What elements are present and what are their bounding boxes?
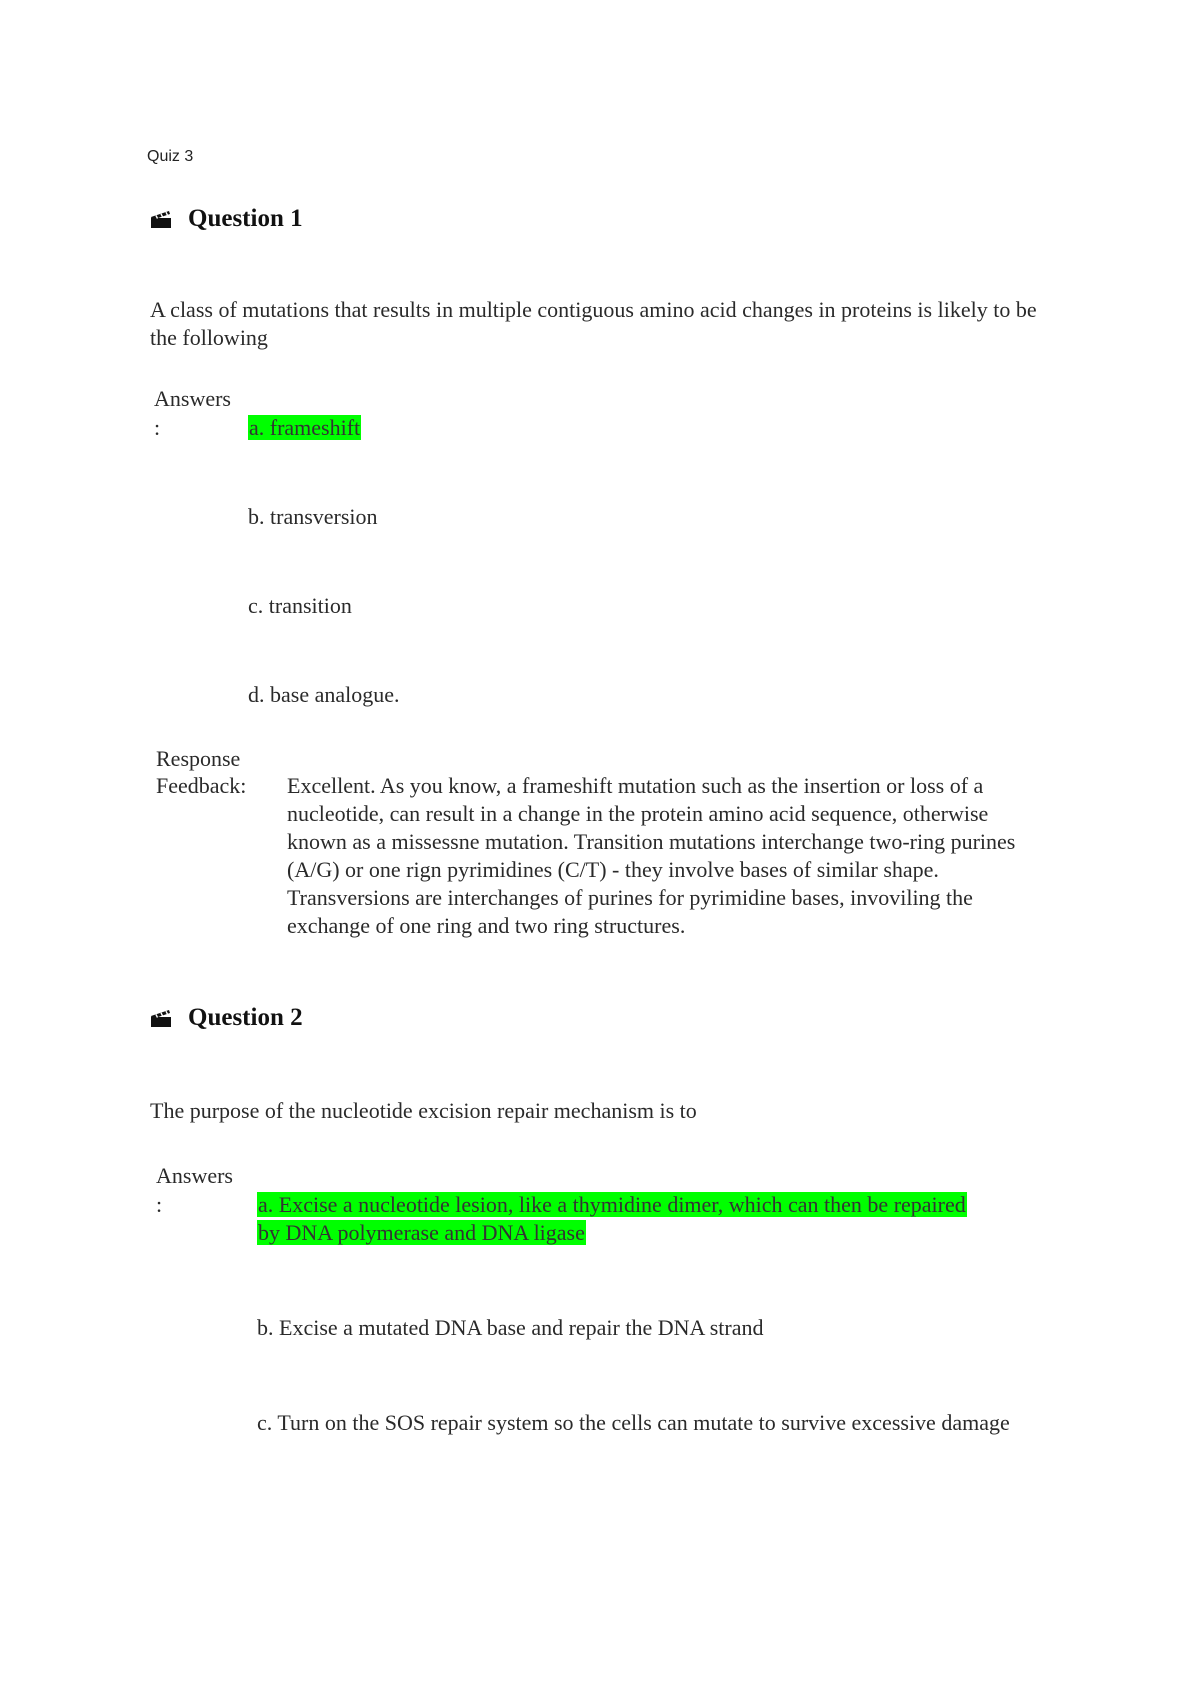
- question-1-title: Question 1: [188, 205, 303, 232]
- feedback-label: Feedback:: [156, 773, 247, 798]
- answer-option[interactable]: [248, 681, 400, 709]
- question-2-title: Question 2: [188, 1004, 303, 1031]
- answer-option[interactable]: [257, 1314, 1017, 1342]
- clapperboard-icon: [150, 1008, 172, 1028]
- answer-text: c. Turn on the SOS repair system so the cells can mutate to survive excessive damage: [257, 1410, 1010, 1435]
- question-2-prompt: The purpose of the nucleotide excision repair mechanism is to: [150, 1098, 697, 1123]
- answer-text-correct: a. Excise a nucleotide lesion, like a thymidine dimer, which can then be repaired by DNA polymerase and DNA ligase: [258, 1192, 966, 1245]
- answer-option[interactable]: [248, 414, 361, 442]
- question-1-prompt: A class of mutations that results in multiple contiguous amino acid changes in proteins is likely to be the following: [150, 297, 1037, 350]
- answer-text: d. base analogue.: [248, 682, 400, 707]
- document-title: Quiz 3: [147, 148, 194, 165]
- answers-colon: :: [156, 1192, 163, 1217]
- answers-label: Answers: [156, 1163, 233, 1188]
- response-feedback-text: Excellent. As you know, a frameshift mutation such as the insertion or loss of a nucleotide, can result in a change in the protein amino acid sequence, otherwise known as a missessne mutation. Transition mutations interchange two-ring purines (A/G) or one rign pyrimidines (C/T) - they involve bases of similar shape. Transversions are interchanges of purines for pyrimidine bases, invoviling the exchange of one ring and two ring structures.: [287, 773, 1016, 938]
- answer-option[interactable]: [248, 592, 352, 620]
- answers-colon: :: [154, 415, 161, 440]
- clapperboard-icon: [150, 209, 172, 229]
- answer-option[interactable]: [257, 1191, 987, 1247]
- answer-text: c. transition: [248, 593, 352, 618]
- response-label: Response: [156, 746, 241, 771]
- answer-text-correct: a. frameshift: [249, 415, 361, 440]
- answer-option[interactable]: [248, 503, 378, 531]
- question-1-heading: [150, 205, 303, 233]
- answer-text: b. transversion: [248, 504, 378, 529]
- answer-option[interactable]: [257, 1409, 1017, 1437]
- answers-label: Answers: [154, 386, 231, 411]
- answer-text: b. Excise a mutated DNA base and repair the DNA strand: [257, 1315, 764, 1340]
- question-2-heading: [150, 1004, 303, 1032]
